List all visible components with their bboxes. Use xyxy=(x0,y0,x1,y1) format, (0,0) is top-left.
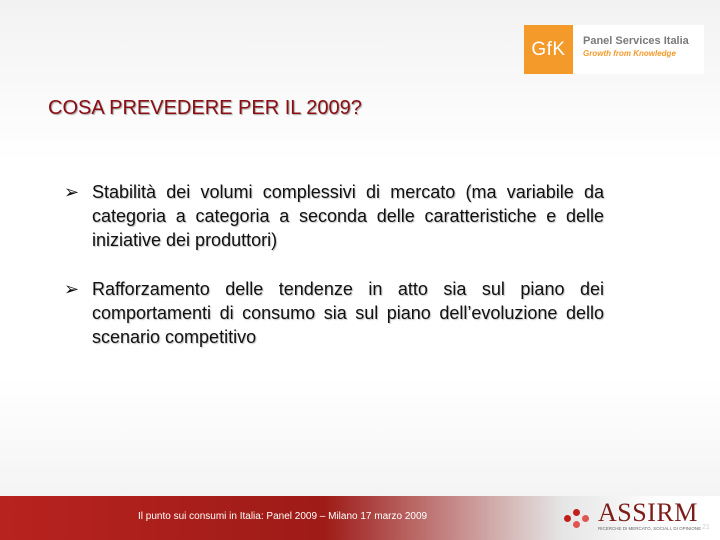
bullet-list xyxy=(64,180,604,374)
gfk-logo-text xyxy=(573,25,704,74)
gfk-logo xyxy=(524,25,704,74)
assirm-wordmark xyxy=(598,500,701,532)
gfk-logo-tagline: Growth from Knowledge xyxy=(583,49,676,58)
bullet-text: Rafforzamento delle tendenze in atto sia sul piano dei comportamenti di consumo sia sul piano dell’evoluzione dello scenario competitivo xyxy=(92,279,604,347)
slide-title: COSA PREVEDERE PER IL 2009? xyxy=(48,97,362,119)
footer-text: Il punto sui consumi in Italia: Panel 2009 – Milano 17 marzo 2009 xyxy=(138,511,428,522)
bullet-item xyxy=(64,180,604,252)
gfk-logo-name: Panel Services Italia xyxy=(583,35,689,47)
page-number: 21 xyxy=(702,524,710,531)
arrow-bullet-icon: ➢ xyxy=(64,279,80,299)
assirm-logo xyxy=(562,496,701,536)
assirm-dots-icon xyxy=(562,501,592,531)
gfk-logo-mark: GfK xyxy=(524,25,573,74)
assirm-name: ASSIRM xyxy=(598,498,698,527)
assirm-tagline: RICERCHE DI MERCATO, SOCIALI, DI OPINIONE xyxy=(598,526,702,531)
bullet-item xyxy=(64,277,604,349)
arrow-bullet-icon: ➢ xyxy=(64,182,80,202)
bullet-text: Stabilità dei volumi complessivi di mercato (ma variabile da categoria a categoria a seconda delle caratteristiche e delle iniziative dei produttori) xyxy=(92,182,604,250)
